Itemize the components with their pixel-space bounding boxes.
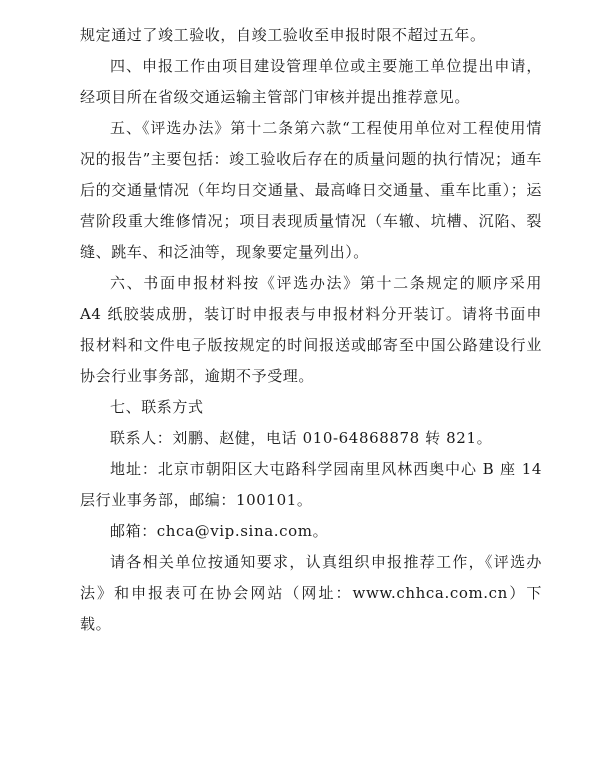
paragraph-email: 邮箱：chca@vip.sina.com。 <box>110 522 329 540</box>
paragraph-item-six: 六、书面申报材料按《评选办法》第十二条规定的顺序采用 A4 纸胶装成册，装订时申报表与申报材料分开装订。请将书面申报材料和文件电子版按规定的时间报送或邮寄至中国公路建设行业协会行业事务部，逾期不予受理。 <box>80 274 542 385</box>
paragraph-item-seven-heading: 七、联系方式 <box>110 398 204 416</box>
paragraph-item-five: 五、《评选办法》第十二条第六款“工程使用单位对工程使用情况的报告”主要包括：竣工验收后存在的质量问题的执行情况；通车后的交通量情况（年均日交通量、最高峰日交通量、重车比重）；运营阶段重大维修情况；项目表现质量情况（车辙、坑槽、沉陷、裂缝、跳车、和泛油等，现象要定量列出）。 <box>80 119 542 261</box>
paragraph-closing: 请各相关单位按通知要求，认真组织申报推荐工作，《评选办法》和申报表可在协会网站（网址：www.chhca.com.cn）下载。 <box>80 553 542 633</box>
paragraph-address: 地址：北京市朝阳区大屯路科学园南里风林西奥中心 B 座 14 层行业事务部，邮编：100101。 <box>80 460 542 509</box>
paragraph-item-four: 四、申报工作由项目建设管理单位或主要施工单位提出申请，经项目所在省级交通运输主管部门审核并提出推荐意见。 <box>80 57 542 106</box>
paragraph-contact-person: 联系人：刘鹏、赵健，电话 010-64868878 转 821。 <box>110 429 493 447</box>
paragraph-completion-requirement: 规定通过了竣工验收，自竣工验收至申报时限不超过五年。 <box>80 26 486 44</box>
